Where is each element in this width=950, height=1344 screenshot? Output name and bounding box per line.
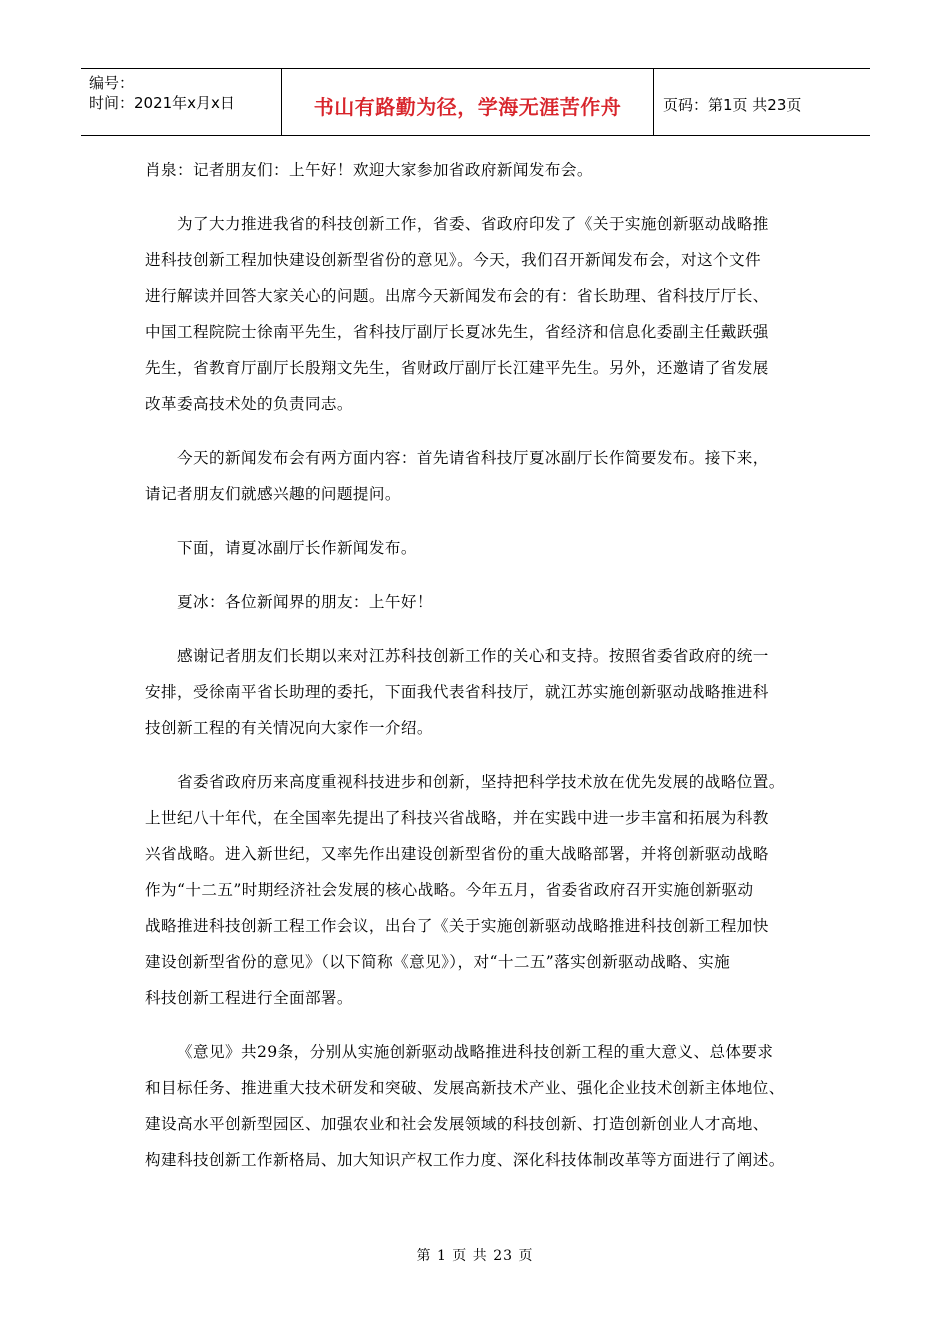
paragraph-3: 今天的新闻发布会有两方面内容：首先请省科技厅夏冰副厅长作简要发布。接下来， 请记者朋友们就感兴趣的问题提问。 [145, 449, 769, 503]
header-page-info: 页码：第1页 共23页 [663, 95, 802, 114]
document-time-label: 时间：2021年x月x日 [89, 94, 235, 112]
paragraph-8: 《意见》共29条，分别从实施创新驱动战略推进科技创新工程的重大意义、总体要求 和目标任务、推进重大技术研发和突破、发展高新技术产业、强化企业技术创新主体地位、 建设高水平创新型园区、加强农业和社会发展领域的科技创新、打造创新创业人才高地、 构建科技创新工作新格局、加大知识产权工作力度、深化科技体制改革等方面进行了阐述。 [145, 1043, 785, 1169]
paragraph-1: 肖泉：记者朋友们：上午好！欢迎大家参加省政府新闻发布会。 [145, 161, 593, 179]
header-motto: 书山有路勤为径，学海无涯苦作舟 [282, 69, 654, 135]
paragraph-2: 为了大力推进我省的科技创新工作，省委、省政府印发了《关于实施创新驱动战略推 进科技创新工程加快建设创新型省份的意见》。今天，我们召开新闻发布会，对这个文件 进行解读并回答大家关心的问题。出席今天新闻发布会的有：省长助理、省科技厅厅长、 中国工程院院士徐南平先生，省科技厅副厅长夏冰先生，省经济和信息化委副主任戴跃强 先生，省教育厅副厅长殷翔文先生，省财政厅副厅长江建平先生。另外，还邀请了省发展 改革委高技术处的负责同志。 [145, 215, 769, 413]
document-number-label: 编号： [89, 74, 135, 92]
header-meta [81, 69, 282, 135]
page-footer: 第 1 页 共 23 页 [416, 1248, 534, 1264]
document-body [145, 152, 813, 1196]
paragraph-4: 下面，请夏冰副厅长作新闻发布。 [177, 539, 417, 557]
paragraph-6: 感谢记者朋友们长期以来对江苏科技创新工作的关心和支持。按照省委省政府的统一 安排，受徐南平省长助理的委托，下面我代表省科技厅，就江苏实施创新驱动战略推进科 技创新工程的有关情况向大家作一介绍。 [145, 647, 769, 737]
paragraph-7: 省委省政府历来高度重视科技进步和创新，坚持把科学技术放在优先发展的战略位置。 上世纪八十年代，在全国率先提出了科技兴省战略，并在实践中进一步丰富和拓展为科教 兴省战略。进入新世纪，又率先作出建设创新型省份的重大战略部署，并将创新驱动战略 作为“十二五”时期经济社会发展的核心战略。今年五月，省委省政府召开实施创新驱动 战略推进科技创新工程工作会议，出台了《关于实施创新驱动战略推进科技创新工程加快 建设创新型省份的意见》（以下简称《意见》），对“十二五”落实创新驱动战略、实施 科技创新工程进行全面部署。 [145, 773, 785, 1007]
page-header [81, 68, 870, 136]
paragraph-5: 夏冰：各位新闻界的朋友：上午好！ [177, 593, 433, 611]
